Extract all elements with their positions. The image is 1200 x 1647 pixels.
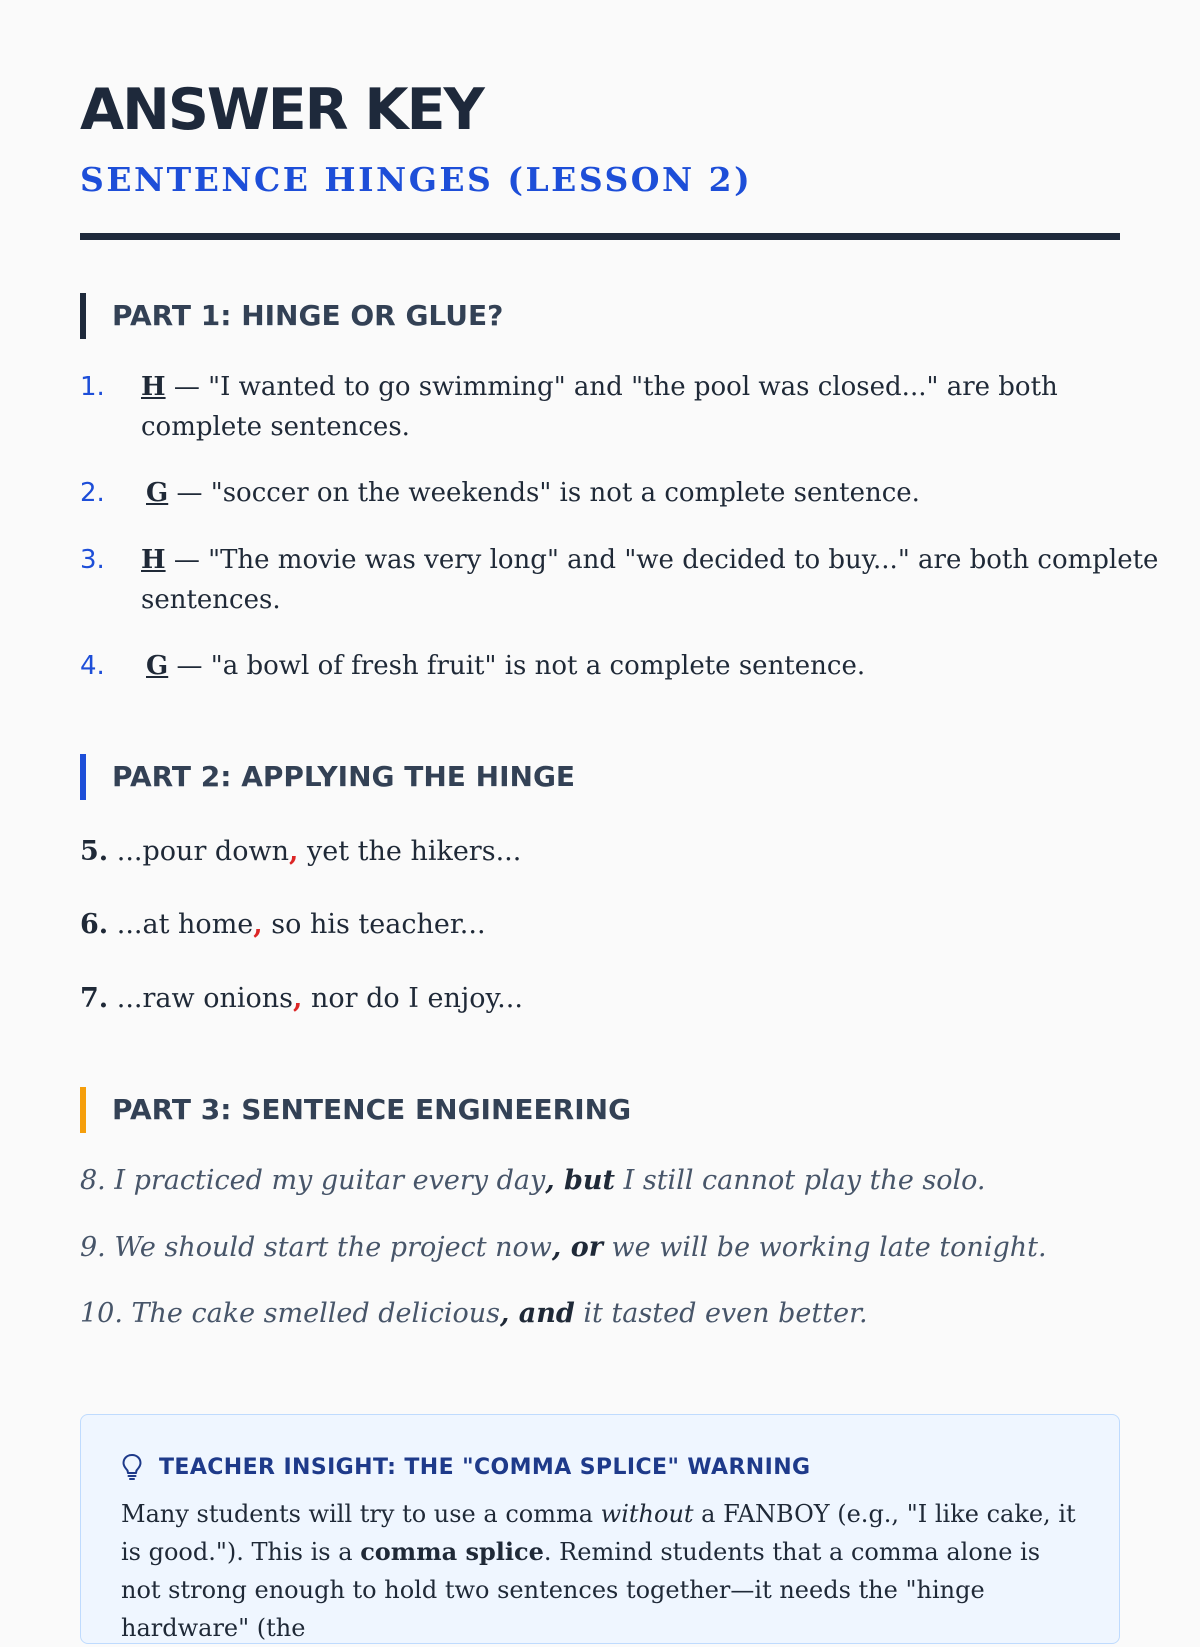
item-number: 5. bbox=[80, 836, 109, 867]
inserted-comma: , bbox=[288, 836, 299, 867]
part3-item bbox=[80, 1228, 1047, 1268]
sentence-before: ...pour down bbox=[108, 836, 289, 867]
part2-item bbox=[80, 832, 521, 872]
item-number: 3. bbox=[80, 545, 105, 575]
part2-item bbox=[80, 905, 486, 945]
item-number: 9. bbox=[80, 1232, 106, 1263]
sentence-after: yet the hikers... bbox=[298, 836, 522, 867]
clause-one: I practiced my guitar every day bbox=[105, 1165, 546, 1196]
fanboy-conjunction: , or bbox=[551, 1232, 603, 1263]
insight-text: a FANBOY (e.g., "I like cake, it is good."). This is a bbox=[121, 1500, 1076, 1566]
part2-item bbox=[80, 979, 523, 1019]
insight-title: TEACHER INSIGHT: THE "COMMA SPLICE" WARNING bbox=[159, 1454, 811, 1480]
sentence-after: nor do I enjoy... bbox=[302, 983, 523, 1014]
page-title: ANSWER KEY bbox=[80, 77, 483, 143]
clause-two: it tasted even better. bbox=[574, 1298, 868, 1329]
answer-letter: H bbox=[141, 545, 166, 575]
item-number: 2. bbox=[80, 478, 105, 508]
part3-item bbox=[80, 1294, 868, 1334]
page-subtitle: SENTENCE HINGES (LESSON 2) bbox=[80, 160, 753, 199]
inserted-comma: , bbox=[253, 909, 263, 940]
answer-explanation: — "The movie was very long" and "we decided to buy..." are both complete sentences. bbox=[141, 545, 1159, 615]
insight-term: comma splice bbox=[360, 1537, 544, 1566]
part1-item bbox=[80, 367, 1120, 447]
part2-heading: PART 2: APPLYING THE HINGE bbox=[80, 754, 575, 800]
part3-heading: PART 3: SENTENCE ENGINEERING bbox=[80, 1087, 631, 1133]
item-number: 4. bbox=[80, 651, 105, 681]
answer-explanation: — "I wanted to go swimming" and "the pool was closed..." are both complete sentences. bbox=[141, 372, 1058, 442]
lightbulb-icon bbox=[121, 1453, 143, 1481]
inserted-comma: , bbox=[293, 983, 303, 1014]
item-text bbox=[146, 646, 1186, 686]
insight-header bbox=[121, 1453, 1079, 1481]
part1-item bbox=[80, 473, 1120, 513]
sentence-after: so his teacher... bbox=[262, 909, 486, 940]
item-number: 8. bbox=[80, 1165, 106, 1196]
part1-heading: PART 1: HINGE OR GLUE? bbox=[80, 293, 503, 339]
part3-item bbox=[80, 1161, 986, 1201]
clause-two: I still cannot play the solo. bbox=[615, 1165, 986, 1196]
answer-letter: G bbox=[146, 651, 169, 681]
clause-two: we will be working late tonight. bbox=[602, 1232, 1047, 1263]
item-text bbox=[141, 540, 1181, 620]
sentence-before: ...at home bbox=[108, 909, 254, 940]
title-divider bbox=[80, 233, 1120, 240]
part1-item bbox=[80, 540, 1159, 620]
item-number: 10. bbox=[80, 1298, 123, 1329]
insight-body bbox=[121, 1495, 1079, 1647]
clause-one: The cake smelled delicious bbox=[122, 1298, 500, 1329]
answer-letter: H bbox=[141, 372, 166, 402]
clause-one: We should start the project now bbox=[105, 1232, 552, 1263]
item-number: 6. bbox=[80, 909, 109, 940]
answer-explanation: — "a bowl of fresh fruit" is not a complete sentence. bbox=[168, 651, 866, 681]
item-number: 1. bbox=[80, 372, 105, 402]
answer-explanation: — "soccer on the weekends" is not a complete sentence. bbox=[168, 478, 920, 508]
teacher-insight-callout bbox=[80, 1414, 1120, 1644]
answer-letter: G bbox=[146, 478, 169, 508]
insight-text: Many students will try to use a comma bbox=[121, 1500, 601, 1528]
fanboy-conjunction: , and bbox=[499, 1298, 575, 1329]
fanboy-conjunction: , but bbox=[545, 1165, 616, 1196]
insight-emphasis: without bbox=[600, 1500, 694, 1528]
insight-text: . Remind students that a comma alone is not strong enough to hold two sentences together—it needs the "hinge hardware" (the bbox=[121, 1538, 1041, 1642]
item-text bbox=[141, 367, 1181, 447]
part1-item bbox=[80, 646, 1120, 686]
item-text bbox=[146, 473, 1186, 513]
sentence-before: ...raw onions bbox=[108, 983, 293, 1014]
item-number: 7. bbox=[80, 983, 109, 1014]
